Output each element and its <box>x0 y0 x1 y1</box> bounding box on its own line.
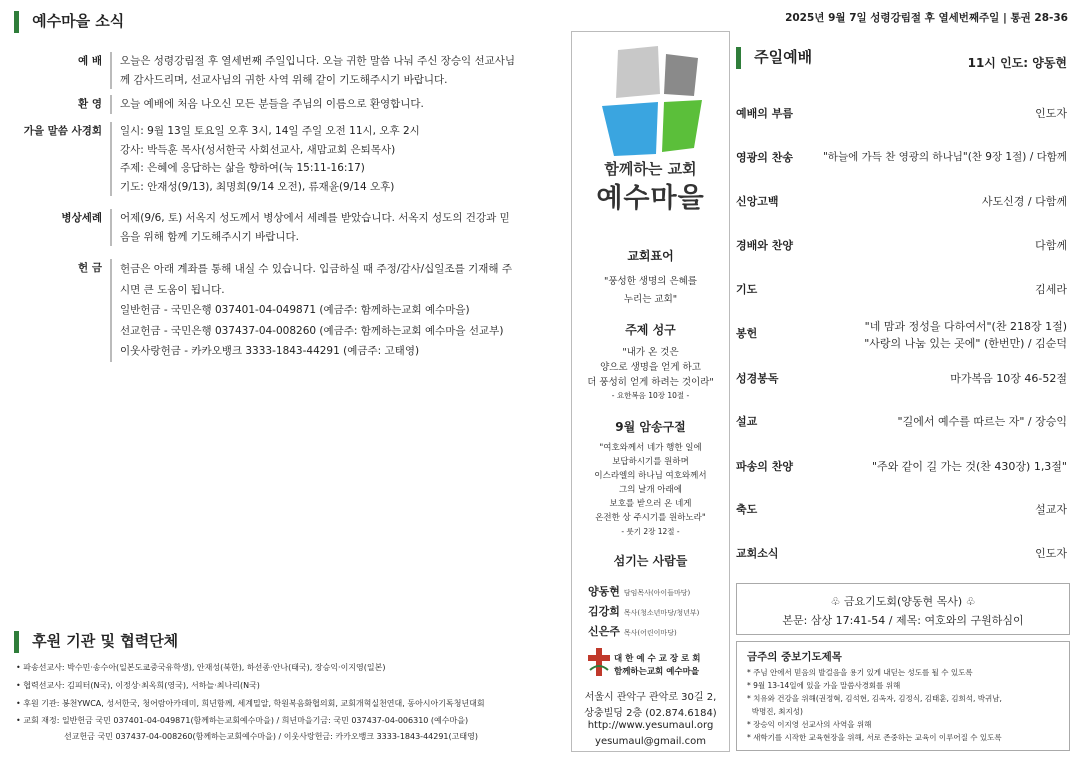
news-line: 강사: 박득훈 목사(성서한국 사회선교사, 새맘교회 은퇴목사) <box>120 143 396 156</box>
theme-ref: - 요한복음 10장 10절 - <box>611 391 690 400</box>
memory-line: 온전한 상 주시기를 원하노라" <box>595 513 706 523</box>
church-logo-icon <box>594 44 706 164</box>
news-body <box>110 259 540 362</box>
worship-time-leader: 11시 인도: 양동현 <box>967 56 1067 70</box>
news-line: 일시: 9월 13일 토요일 오후 3시, 14일 주일 오전 11시, 오후 2시 <box>120 125 420 137</box>
motto-title: 교회표어 <box>627 249 674 263</box>
order-label: 예배의 부름 <box>736 107 793 120</box>
order-label: 성경봉독 <box>736 372 779 385</box>
news-list <box>0 52 545 372</box>
news-label: 환 영 <box>78 98 102 110</box>
sponsor-line: • 후원 기관: 봉천YWCA, 성서한국, 청어람아카데미, 희년함께, 세계밀알, 학원복음화협의회, 교회개혁실천연대, 동아시아기독청년대회 <box>16 699 485 708</box>
news-line: 어제(9/6, 토) 서옥지 성도께서 병상에서 세례를 받았습니다. 서옥지 성도의 건강과 믿 <box>120 212 510 224</box>
order-value: 다함께 <box>1035 239 1067 252</box>
friday-prayer-box <box>736 583 1070 635</box>
news-body <box>110 52 540 89</box>
website-link[interactable]: http://www.yesumaul.org <box>587 720 714 731</box>
order-value: 사도신경 / 다함께 <box>981 195 1067 208</box>
section-bar <box>14 11 19 33</box>
news-line: 이웃사랑헌금 - 카카오뱅크 3333-1843-44291 (예금주: 고태영) <box>120 345 420 357</box>
server-name: 김강희 <box>588 605 620 618</box>
order-value: 마가복음 10장 46-52절 <box>950 372 1067 385</box>
date-line: 2025년 9월 7일 성령강림절 후 열세번째주일 | 통권 28-36 <box>785 12 1068 24</box>
theme-title: 주제 성구 <box>625 323 676 337</box>
denomination-line: 대 한 예 수 교 장 로 회 <box>614 654 701 664</box>
theme-line: 더 풍성히 얻게 하려는 것이라" <box>587 377 714 388</box>
pck-emblem-icon <box>588 648 610 676</box>
memory-title: 9월 암송구절 <box>615 420 686 434</box>
memory-line: 보호를 받으러 온 네게 <box>609 499 692 509</box>
news-line: 오늘은 성령강림절 후 열세번째 주일입니다. 오늘 귀한 말씀 나눠 주신 장승익 선교사님 <box>120 55 516 67</box>
prayer-topic: * 장승익 이지영 선교사의 사역을 위해 <box>747 720 872 729</box>
sponsor-line: • 파송선교사: 박수민·송수아(일본도쿄중국유학생), 안재성(북한), 하선종·안나(태국), 장승익·이지영(일본) <box>16 663 386 672</box>
news-line: 일반헌금 - 국민은행 037401-04-049871 (예금주: 함께하는교회 예수마을) <box>120 304 470 316</box>
server-name: 양동현 <box>588 585 620 598</box>
news-line: 헌금은 아래 계좌를 통해 내실 수 있습니다. 입금하실 때 주정/감사/십일조를 기재해 주 <box>120 263 512 275</box>
memory-line: 보답하시기를 원하며 <box>612 457 689 467</box>
memory-ref: - 룻기 2장 12절 - <box>621 527 680 536</box>
prayer-topics-box <box>736 641 1070 751</box>
order-value: "네 맘과 정성을 다하여서"(찬 218장 1절) <box>864 320 1067 333</box>
sponsors-header <box>14 630 178 654</box>
order-value-2: "사랑의 나눔 있는 곳에" (한번만) / 김순덕 <box>864 337 1067 350</box>
news-line: 시면 큰 도움이 됩니다. <box>120 283 225 296</box>
server-row <box>588 623 677 639</box>
order-value: "길에서 예수를 따르는 자" / 장승익 <box>897 415 1067 428</box>
order-label: 영광의 찬송 <box>736 151 793 164</box>
order-label: 기도 <box>736 283 758 296</box>
theme-line: "내가 온 것은 <box>622 347 679 358</box>
friday-prayer-title: ♧ 금요기도회(양동현 목사) ♧ <box>830 595 976 608</box>
church-name-small: 함께하는 교회 <box>604 160 697 178</box>
server-name: 신은주 <box>588 625 620 638</box>
memory-line: 그의 날개 아래에 <box>619 485 682 495</box>
news-label: 가을 말씀 사경회 <box>23 125 102 137</box>
church-info-column <box>571 31 730 752</box>
servers-title: 섬기는 사람들 <box>613 554 688 568</box>
order-value: 인도자 <box>1035 547 1067 560</box>
news-label: 예 배 <box>78 55 102 67</box>
server-row <box>588 603 699 619</box>
order-item <box>736 318 1067 352</box>
server-role: 목사(어린이마당) <box>623 629 677 637</box>
order-label: 경배와 찬양 <box>736 239 793 252</box>
section-bar <box>14 631 19 653</box>
prayer-topic: * 새학기를 시작한 교육현장을 위해, 서로 존중하는 교육이 이루어질 수 있도록 <box>747 733 1002 742</box>
news-line: 선교헌금 - 국민은행 037437-04-008260 (예금주: 함께하는교회 예수마을 선교부) <box>120 324 504 337</box>
email-link[interactable]: yesumaul@gmail.com <box>595 736 706 747</box>
order-label: 파송의 찬양 <box>736 460 793 473</box>
order-label: 신앙고백 <box>736 195 779 208</box>
address-line: 서울시 관악구 관악로 30길 2, <box>584 692 717 703</box>
news-body <box>110 95 540 114</box>
prayer-topic: * 주님 안에서 믿음의 발걸음을 용기 있게 내딛는 성도를 될 수 있도록 <box>747 668 973 677</box>
news-line: 께 감사드리며, 선교사님의 귀한 사역 위해 같이 기도해주시기 바랍니다. <box>120 73 448 86</box>
order-label: 축도 <box>736 503 758 516</box>
sponsor-line: • 협력선교사: 김피터(N국), 이정상·최옥희(영국), 서하늘·최나리(N국) <box>16 681 260 690</box>
news-line: 기도: 안재성(9/13), 최명희(9/14 오전), 류재윤(9/14 오후) <box>120 180 395 193</box>
theme-line: 양으로 생명을 얻게 하고 <box>600 362 701 373</box>
order-value: 설교자 <box>1035 503 1067 516</box>
server-role: 담임목사(아이들마당) <box>623 589 691 597</box>
motto-line: 누리는 교회" <box>623 294 678 305</box>
sponsors-title: 후원 기관 및 협력단체 <box>32 632 179 650</box>
news-line: 오늘 예배에 처음 나오신 모든 분들을 주님의 이름으로 환영합니다. <box>120 98 424 110</box>
motto-line: "풍성한 생명의 은혜를 <box>603 276 697 287</box>
worship-title: 주일예배 <box>754 48 813 66</box>
memory-line: "여호와께서 네가 행한 일에 <box>599 443 702 453</box>
worship-header <box>736 46 812 70</box>
friday-prayer-text: 본문: 삼상 17:41-54 / 제목: 여호와의 구원하심이 <box>782 614 1024 627</box>
section-title: 예수마을 소식 <box>32 12 125 30</box>
address-line: 상충빌딩 2층 (02.874.6184) <box>584 708 717 719</box>
news-header <box>14 10 124 34</box>
news-label: 병상세례 <box>61 212 102 224</box>
church-name-large: 예수마을 <box>596 183 705 214</box>
prayer-topics-title: 금주의 중보기도제목 <box>747 651 842 663</box>
news-body <box>110 122 540 196</box>
sponsor-line: • 교회 재정: 일반헌금 국민 037401-04-049871(함께하는교회예수마을) / 희년마을기금: 국민 037437-04-006310 (예수마을) <box>16 716 469 725</box>
order-value: "주와 같이 길 가는 것(찬 430장) 1,3절" <box>871 460 1067 473</box>
news-line: 주제: 은혜에 응답하는 삶을 향하여(눅 15:11-16:17) <box>120 162 365 174</box>
order-value: 인도자 <box>1035 107 1067 120</box>
prayer-topic: * 치유와 건강을 위해(권정혁, 김석현, 김옥자, 김정식, 김태훈, 김희석, 박귀남, <box>747 694 1002 703</box>
memory-line: 이스라엘의 하나님 여호와께서 <box>594 471 707 481</box>
server-row <box>588 583 690 599</box>
order-value: "하늘에 가득 찬 영광의 하나님"(찬 9장 1절) / 다함께 <box>822 151 1067 163</box>
order-value: 김세라 <box>1035 283 1067 296</box>
server-role: 목사(청소년마당/청년부) <box>623 609 700 617</box>
news-body <box>110 209 540 246</box>
order-label: 설교 <box>736 415 758 428</box>
news-line: 음을 위해 함께 기도해주시기 바랍니다. <box>120 230 299 243</box>
prayer-topic: * 9월 13-14일에 있을 가을 말씀사경회를 위해 <box>747 681 901 690</box>
order-label: 교회소식 <box>736 547 779 560</box>
order-label: 봉헌 <box>736 327 758 340</box>
sponsor-line: 선교헌금 국민 037437-04-008260(함께하는교회예수마을) / 이웃사랑헌금: 카카오뱅크 3333-1843-44291(고태영) <box>64 732 478 741</box>
prayer-topic: 박명진, 최지성) <box>747 707 803 716</box>
section-bar <box>736 47 741 69</box>
news-label: 헌 금 <box>78 262 102 274</box>
church-line: 함께하는교회 예수마을 <box>614 667 700 677</box>
